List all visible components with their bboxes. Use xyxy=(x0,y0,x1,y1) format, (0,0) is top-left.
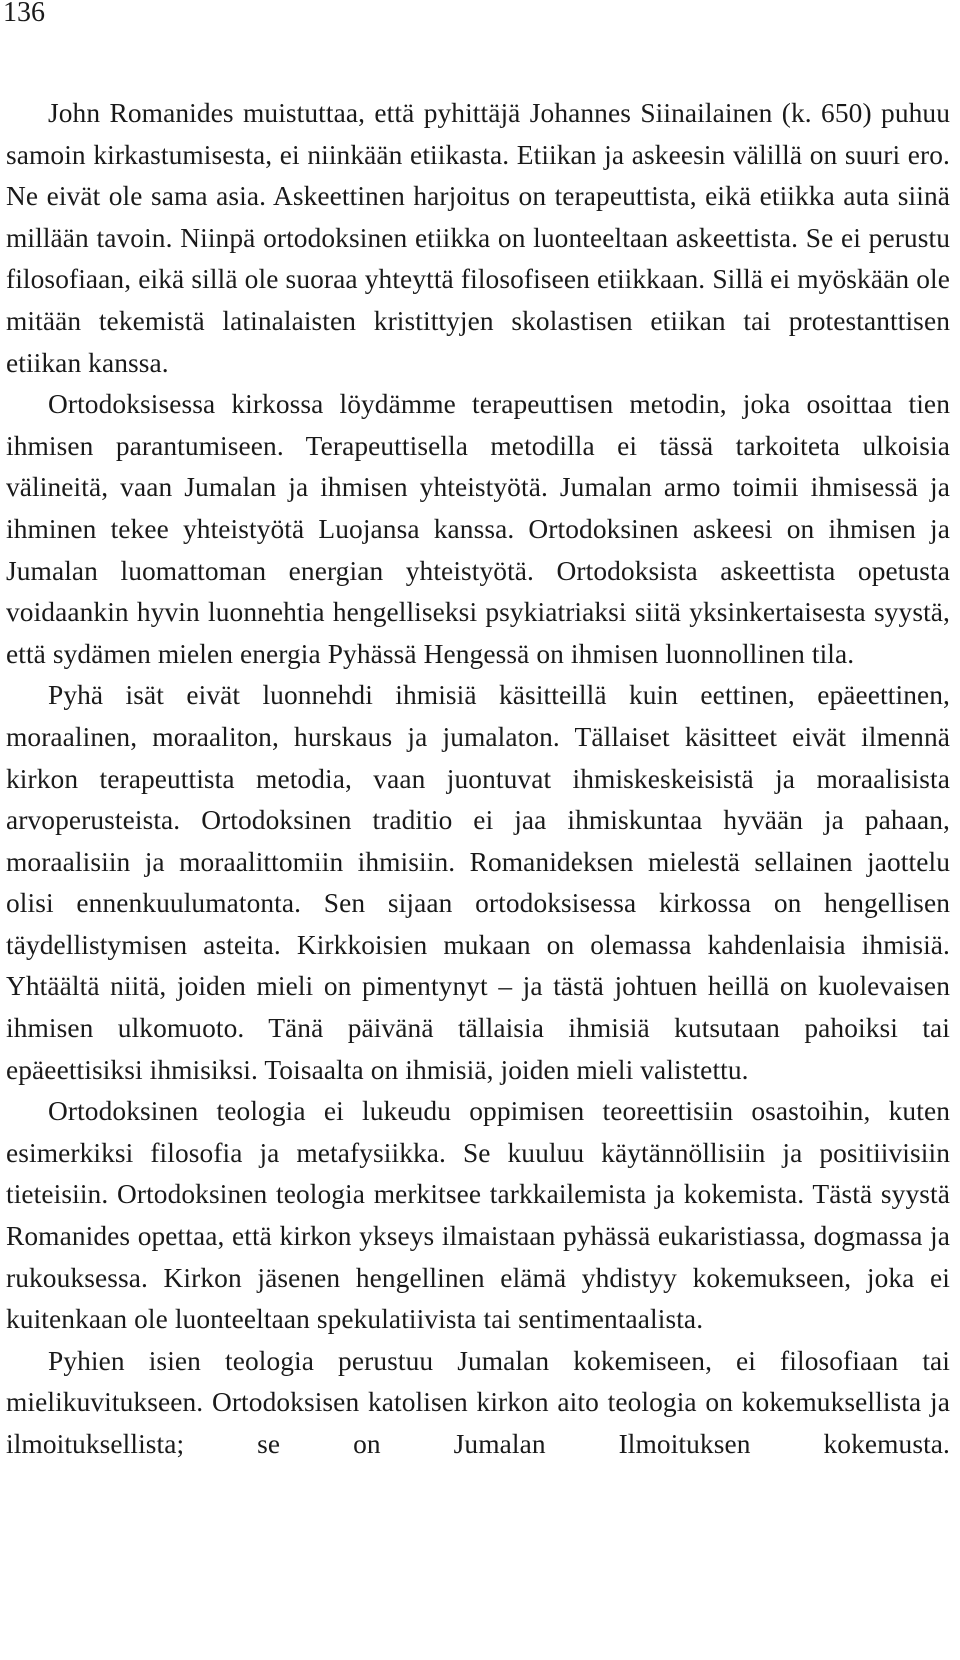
body-text xyxy=(6,93,950,1466)
paragraph-2: Ortodoksisessa kirkossa löydämme terapeuttisen metodin, joka osoittaa tien ihmisen parantumiseen. Terapeuttisella metodilla ei tässä tarkoiteta ulkoisia välineitä, vaan Jumalan ja ihmisen yhteistyötä. Jumalan armo toimii ihmisessä ja ihminen tekee yhteistyötä Luojansa kanssa. Ortodoksinen askeesi on ihmisen ja Jumalan luomattoman energian yhteistyötä. Ortodoksista askeettista opetusta voidaankin hyvin luonnehtia hengelliseksi psykiatriaksi siitä yksinkertaisesta syystä, että sydämen mielen energia Pyhässä Hengessä on ihmisen luonnollinen tila. xyxy=(6,389,950,669)
page-number: 136 xyxy=(3,0,45,28)
paragraph-3: Pyhä isät eivät luonnehdi ihmisiä käsitteillä kuin eettinen, epäeettinen, moraalinen, moraaliton, hurskaus ja jumalaton. Tällaiset käsitteet eivät ilmennä kirkon terapeuttista metodia, vaan juontuvat ihmiskeskeisistä ja moraalisista arvoperusteista. Ortodoksinen traditio ei jaa ihmiskuntaa hyvään ja pahaan, moraalisiin ja moraalittomiin ihmisiin. Romanideksen mielestä sellainen jaottelu olisi ennenkuulumatonta. Sen sijaan ortodoksisessa kirkossa on hengellisen täydellistymisen asteita. Kirkkoisien mukaan on olemassa kahdenlaisia ihmisiä. Yhtäältä niitä, joiden mieli on pimentynyt – ja tästä johtuen heillä on kuolevaisen ihmisen ulkomuoto. Tänä päivänä tällaisia ihmisiä kutsutaan pahoiksi tai epäeettisiksi ihmisiksi. Toisaalta on ihmisiä, joiden mieli valistettu. xyxy=(6,680,950,1085)
paragraph-1: John Romanides muistuttaa, että pyhittäjä Johannes Siinailainen (k. 650) puhuu samoin kirkastumisesta, ei niinkään etiikasta. Etiikan ja askeesin välillä on suuri ero. Ne eivät ole sama asia. Askeettinen harjoitus on terapeuttista, eikä etiikka auta siinä millään tavoin. Niinpä ortodoksinen etiikka on luonteeltaan askeettista. Se ei perustu filosofiaan, eikä sillä ole suoraa yhteyttä filosofiseen etiikkaan. Sillä ei myöskään ole mitään tekemistä latinalaisten kristittyjen skolastisen etiikan tai protestanttisen etiikan kanssa. xyxy=(6,98,950,378)
paragraph-4: Ortodoksinen teologia ei lukeudu oppimisen teoreettisiin osastoihin, kuten esimerkiksi filosofia ja metafysiikka. Se kuuluu käytännöllisiin ja positiivisiin tieteisiin. Ortodoksinen teologia merkitsee tarkkailemista ja kokemista. Tästä syystä Romanides opettaa, että kirkon ykseys ilmaistaan pyhässä eukaristiassa, dogmassa ja rukouksessa. Kirkon jäsenen hengellinen elämä yhdistyy kokemukseen, joka ei kuitenkaan ole luonteeltaan spekulatiivista tai sentimentaalista. xyxy=(6,1096,950,1335)
paragraph-5: Pyhien isien teologia perustuu Jumalan kokemiseen, ei filosofiaan tai mielikuvitukseen. Ortodoksisen katolisen kirkon aito teologia on kokemuksellista ja ilmoituksellista; se on Jumalan Ilmoituksen kokemusta. xyxy=(6,1345,950,1459)
